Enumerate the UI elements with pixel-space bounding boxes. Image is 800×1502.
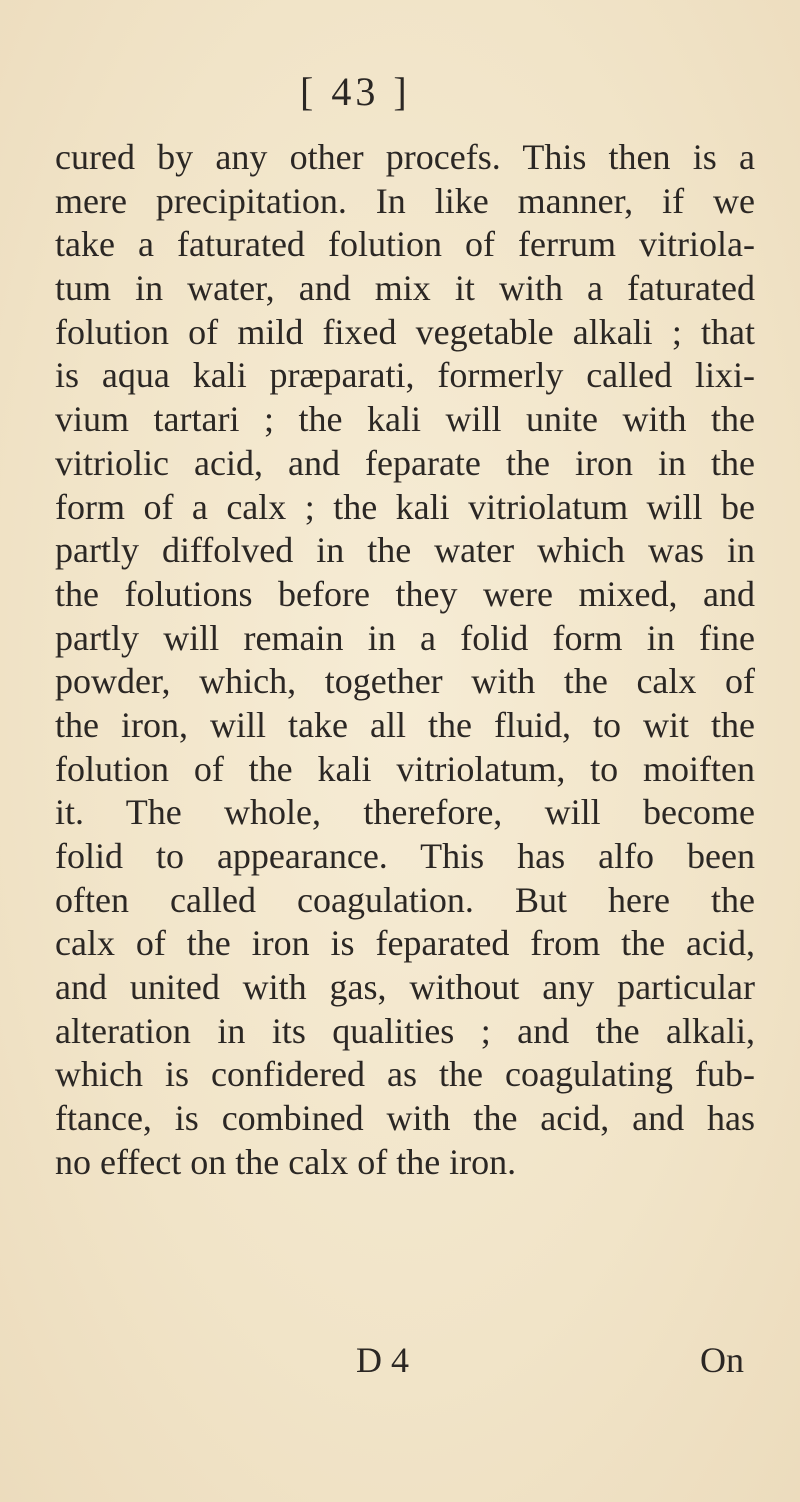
text-line: which is confidered as the coagulating fub- xyxy=(55,1054,755,1095)
text-line: vitriolic acid, and feparate the iron in the xyxy=(55,442,755,483)
catchword: On xyxy=(700,1340,744,1380)
signature-mark: D 4 xyxy=(356,1340,409,1380)
text-line: ftance, is combined with the acid, and has xyxy=(55,1098,755,1139)
text-line: calx of the iron is feparated from the acid, xyxy=(55,923,755,964)
text-line: and united with gas, without any particular xyxy=(55,967,755,1008)
text-line: partly diffolved in the water which was in xyxy=(55,530,755,571)
text-line: vium tartari ; the kali will unite with the xyxy=(55,399,755,440)
text-line: cured by any other procefs. This then is a xyxy=(55,137,755,177)
page-number: [ 43 ] xyxy=(300,69,411,114)
text-line: take a faturated folution of ferrum vitriola- xyxy=(55,224,755,265)
text-line: tum in water, and mix it with a faturated xyxy=(55,268,755,309)
text-line: it. The whole, therefore, will become xyxy=(55,792,755,833)
text-line: form of a calx ; the kali vitriolatum will be xyxy=(55,486,755,527)
text-line: powder, which, together with the calx of xyxy=(55,661,755,702)
text-line: mere precipitation. In like manner, if we xyxy=(55,180,755,221)
text-line: folution of mild fixed vegetable alkali ; that xyxy=(55,311,755,352)
text-line: folid to appearance. This has alfo been xyxy=(55,836,755,876)
text-line: the folutions before they were mixed, and xyxy=(55,573,755,614)
body-paragraph xyxy=(55,136,755,1185)
text-line: is aqua kali præparati, formerly called lixi- xyxy=(55,355,755,396)
text-line: alteration in its qualities ; and the alkali, xyxy=(55,1010,755,1051)
text-line: partly will remain in a folid form in fine xyxy=(55,617,755,658)
text-line: folution of the kali vitriolatum, to moiften xyxy=(55,748,755,789)
text-line: the iron, will take all the fluid, to wit the xyxy=(55,704,755,745)
text-line: no effect on the calx of the iron. xyxy=(55,1141,517,1182)
text-line: often called coagulation. But here the xyxy=(55,879,755,920)
